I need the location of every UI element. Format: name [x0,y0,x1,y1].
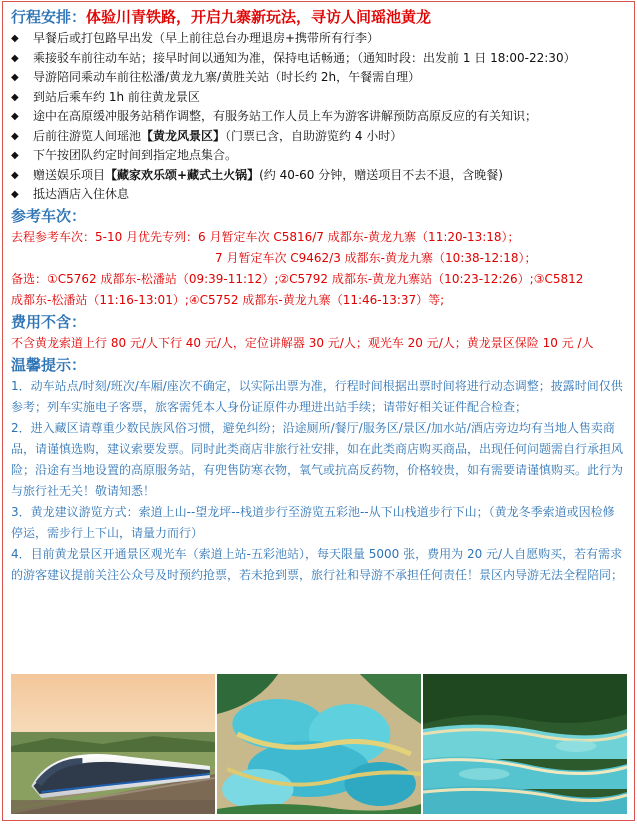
itinerary-page [2,1,635,821]
attraction-name: 【黄龙风景区】 [141,128,226,143]
diamond-bullet-icon: ◆ [11,150,19,161]
excluded-heading: 费用不含： [11,312,87,331]
diamond-bullet-icon: ◆ [11,111,19,122]
itinerary-list [11,29,626,205]
diamond-bullet-icon: ◆ [11,91,19,103]
list-item: ◆ 导游陪同乘动车前往松潘/黄龙九寨/黄胜关站（时长约 2h，午餐需自理） [11,68,626,88]
title-label: 行程安排： [11,8,87,26]
title-text: 体验川青铁路，开启九寨新玩法，寻访人间瑶池黄龙 [86,8,432,26]
pools-aerial-photo [217,674,421,814]
train-line: 备选：①C5762 成都东-松潘站（09:39-11:12）;②C5792 成都东-黄龙九寨站（10:23-12:26）;③C5812 [11,271,584,286]
excluded-text: 不含黄龙索道上行 80 元/人下行 40 元/人，定位讲解器 30 元/人；观光车 20 元/人；黄龙景区保险 10 元 /人 [11,335,594,350]
page-title [11,6,626,28]
diamond-bullet-icon: ◆ [11,52,19,64]
diamond-bullet-icon: ◆ [11,72,19,83]
diamond-bullet-icon: ◆ [11,169,19,181]
list-item: ◆ 后前往游览人间瑶池【黄龙风景区】（门票已含，自助游览约 4 小时） [11,127,626,147]
list-item: ◆ 乘接驳车前往动车站；接早时间以通知为准，保持电话畅通；（通知时段：出发前 1 日 18:00-22:30） [11,49,626,69]
list-item: ◆ 到站后乘车约 1h 前往黄龙景区 [11,88,626,108]
list-item: ◆ 抵达酒店入住休息 [11,185,626,205]
tip-item: 1．动车站点/时刻/班次/车厢/座次不确定，以实际出票为准，行程时间根据出票时间将进行动态调整；披露时间仅供参考；列车实施电子客票，旅客需凭本人身份证原件办理进出站手续；请带好相关证件配合检查； [11,378,623,414]
trains-heading: 参考车次： [11,206,87,225]
train-line: 成都东-松潘站（11:16-13:01）;④C5752 成都东-黄龙九寨（11:46-13:37）等; [11,292,445,307]
train-photo [11,674,215,814]
diamond-bullet-icon: ◆ [11,189,19,200]
photo-strip [11,674,627,814]
pools-aerial-illustration [217,674,421,814]
tip-item: 3．黄龙建议游览方式：索道上山--望龙坪--栈道步行至游览五彩池--从下山栈道步行下山；（黄龙冬季索道或因检修停运，需步行上下山，请量力而行） [11,504,615,540]
train-line: 7 月暂定车次 C9462/3 成都东-黄龙九寨（10:38-12:18）； [215,250,537,265]
diamond-bullet-icon: ◆ [11,130,19,142]
tips-list [11,376,626,586]
tip-item: 2．进入藏区请尊重少数民族风俗习惯，避免纠纷；沿途厕所/餐厅/服务区/景区/加水站/酒店旁边均有当地人售卖商品，请谨慎选购，建议索要发票。同时此类商店非旅行社安排，如在此类商店购买商品，出现任何问题需自行承担风险；沿途有当地设置的高原服务站，有兜售防寒衣物，氧气或抗高反药物，价格较贵，如有需要请谨慎购买。此行为与旅行社无关！敬请知悉！ [11,420,624,498]
terraces-photo [423,674,627,814]
tip-item: 4．目前黄龙景区开通景区观光车（索道上站-五彩池站），每天限量 5000 张，费用为 20 元/人自愿购买，若有需求的游客建议提前关注公众号及时预约抢票，若未抢到票，旅行社和导游不承担任何责任！景区内导游无法全程陪同； [11,546,624,582]
train-line: 去程参考车次：5-10 月优先专列：6 月暂定车次 C5816/7 成都东-黄龙九寨（11:20-13:18）； [11,229,520,244]
terraces-illustration [423,674,627,814]
list-item: ◆ 下午按团队约定时间到指定地点集合。 [11,146,626,166]
list-item: ◆ 赠送娱乐项目【藏家欢乐颂+藏式土火锅】(约 40-60 分钟，赠送项目不去不退，含晚餐) [11,166,626,186]
list-item: ◆ 途中在高原缓冲服务站稍作调整，有服务站工作人员上车为游客讲解预防高原反应的有关知识； [11,107,626,127]
diamond-bullet-icon: ◆ [11,33,19,44]
tips-heading: 温馨提示： [11,355,87,374]
train-illustration [11,674,215,814]
list-item: ◆ 早餐后或打包路早出发（早上前往总台办理退房+携带所有行李） [11,29,626,49]
gift-activity-name: 【藏家欢乐颂+藏式土火锅】 [105,167,260,182]
